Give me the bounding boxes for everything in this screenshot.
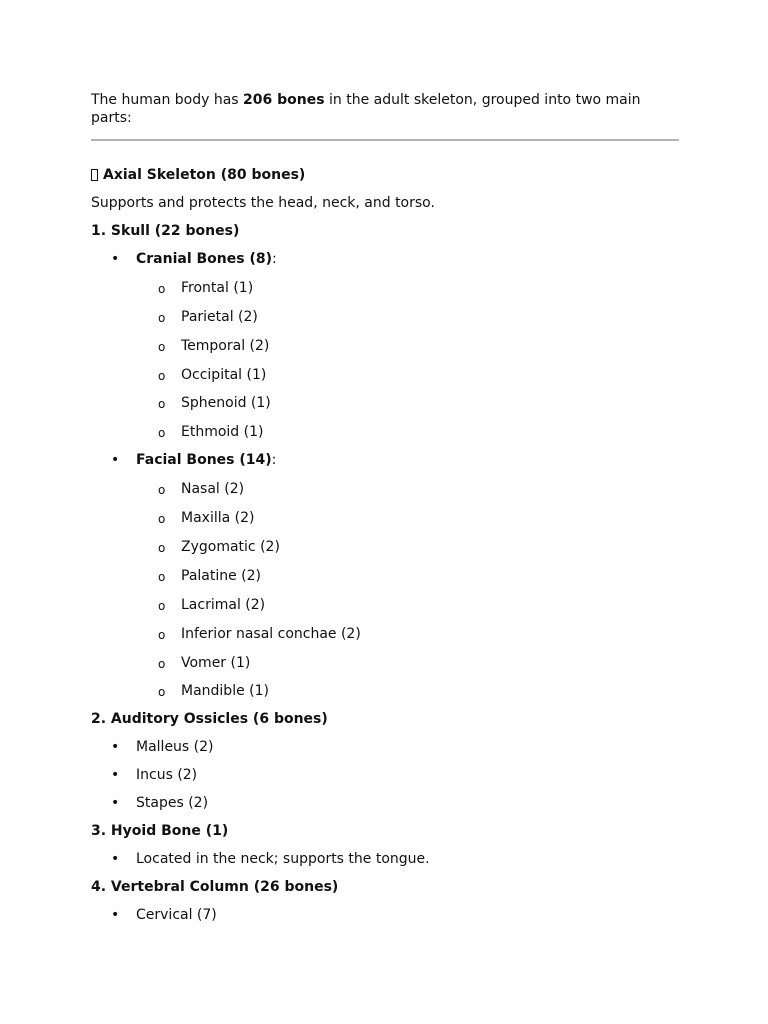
vertebral-list [91, 906, 679, 924]
list-item: o Parietal (2) [136, 308, 679, 326]
list-item: • Cervical (7) [91, 906, 679, 924]
intro-bold-count: 206 bones [243, 92, 325, 108]
list-item: o Temporal (2) [136, 337, 679, 355]
axial-description: Supports and protects the head, neck, and torso. [91, 195, 435, 211]
skull-heading: 1. Skull (22 bones) [91, 223, 240, 239]
box-icon [91, 169, 98, 181]
list-item: o Ethmoid (1) [136, 423, 679, 441]
list-item: • Malleus (2) [91, 738, 679, 756]
hyoid-heading: 3. Hyoid Bone (1) [91, 823, 229, 840]
intro-text-after: in the adult skeleton, grouped into two main parts: [91, 92, 641, 126]
cranial-bones-label: Cranial Bones (8) [136, 251, 273, 267]
axial-skeleton-heading [91, 166, 679, 184]
ossicles-list [91, 738, 679, 812]
facial-bones-item: • Facial Bones (14): o Nasal (2) o Maxilla (2) o Zygomatic (2) o Palatine (2) o Lacrimal (2) o Inferior nasal conchae (2) o Vomer (1) o Mandible (1) [91, 451, 679, 700]
axial-skeleton-title: Axial Skeleton (80 bones) [103, 167, 306, 183]
list-item: o Mandible (1) [136, 682, 679, 700]
ossicles-heading: 2. Auditory Ossicles (6 bones) [91, 711, 328, 728]
list-item: o Zygomatic (2) [136, 538, 679, 556]
list-item: o Sphenoid (1) [136, 394, 679, 412]
horizontal-divider [91, 139, 679, 141]
list-item: • Stapes (2) [91, 794, 679, 812]
intro-text-before: The human body has [91, 92, 244, 108]
skull-list [91, 250, 679, 700]
document-page [91, 91, 679, 924]
cranial-bones-list [136, 279, 679, 441]
list-item: o Nasal (2) [136, 480, 679, 498]
hyoid-list [91, 850, 679, 868]
list-item: o Inferior nasal conchae (2) [136, 625, 679, 643]
facial-bones-list [136, 480, 679, 700]
list-item: o Palatine (2) [136, 567, 679, 585]
list-item: • Incus (2) [91, 766, 679, 784]
list-item: o Lacrimal (2) [136, 596, 679, 614]
facial-bones-label: Facial Bones (14) [136, 452, 272, 469]
list-item: • Located in the neck; supports the tongue. [91, 850, 679, 868]
intro-paragraph [91, 91, 679, 127]
vertebral-heading: 4. Vertebral Column (26 bones) [91, 879, 339, 896]
list-item: o Maxilla (2) [136, 509, 679, 527]
cranial-bones-item: • Cranial Bones (8): o Frontal (1) o Parietal (2) o Temporal (2) o Occipital (1) o Sphenoid (1) o Ethmoid (1) [91, 250, 679, 441]
list-item: o Vomer (1) [136, 654, 679, 672]
list-item: o Frontal (1) [136, 279, 679, 297]
list-item: o Occipital (1) [136, 366, 679, 384]
